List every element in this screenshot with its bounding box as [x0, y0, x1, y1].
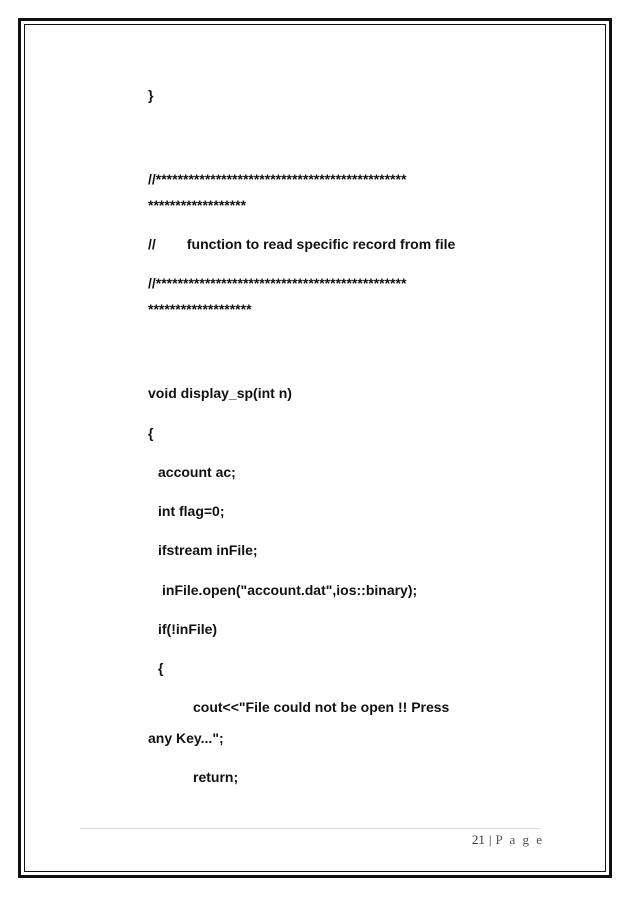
- code-line: any Key...";: [148, 730, 224, 746]
- code-line: void display_sp(int n): [148, 385, 292, 401]
- code-line: account ac;: [158, 464, 236, 480]
- code-line: ******************: [148, 197, 247, 213]
- code-line: return;: [193, 769, 239, 785]
- code-line: // function to read specific record from file: [148, 236, 456, 252]
- page-border-inner: [24, 24, 606, 872]
- code-line: {: [148, 425, 154, 441]
- code-line: //**********************************************: [148, 171, 407, 187]
- code-line: //**********************************************: [148, 275, 407, 291]
- page-number: 21: [471, 832, 485, 847]
- code-line: ifstream inFile;: [158, 542, 258, 558]
- code-line: inFile.open("account.dat",ios::binary);: [162, 582, 418, 598]
- code-line: if(!inFile): [158, 621, 218, 637]
- footer-separator: |: [488, 832, 492, 847]
- code-line: {: [158, 660, 164, 676]
- footer-divider: [80, 828, 540, 829]
- code-line: cout<<"File could not be open !! Press: [193, 699, 450, 715]
- page-footer: [472, 832, 544, 848]
- code-line: *******************: [148, 301, 252, 317]
- page-label: P a g e: [495, 832, 544, 847]
- code-line: int flag=0;: [158, 503, 225, 519]
- code-line: }: [148, 87, 154, 103]
